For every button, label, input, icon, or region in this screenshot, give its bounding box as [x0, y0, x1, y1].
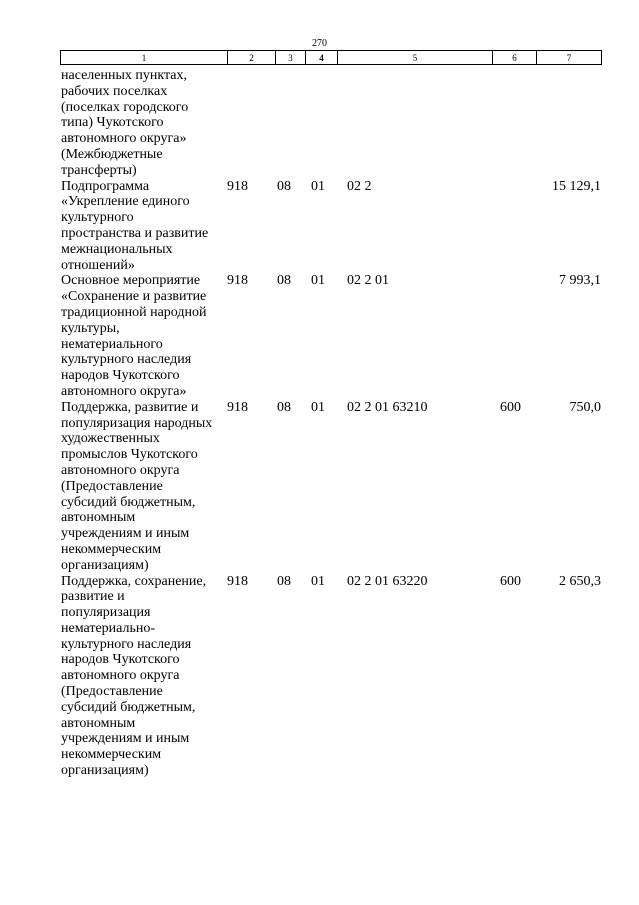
- row-name-line: развитие и: [61, 589, 125, 605]
- row-name-line: (Предоставление: [61, 478, 163, 494]
- header-col-7: 7: [537, 51, 602, 65]
- cell-col-5: 02 2 01 63220: [347, 573, 428, 589]
- header-col-4: 4: [306, 51, 338, 65]
- cell-col-3: 08: [277, 573, 291, 589]
- row-name-line: организациям): [61, 763, 149, 779]
- row-name-line: учреждениям и иным: [61, 526, 190, 542]
- cell-col-3: 08: [277, 399, 291, 415]
- row-name-line: автономным: [61, 510, 136, 526]
- row-name-line: автономного округа: [61, 668, 180, 684]
- row-name: [60, 273, 227, 399]
- cell-col-5: 02 2 01 63210: [347, 399, 428, 415]
- row-name-line: межнациональных: [61, 241, 173, 257]
- row-name: [60, 574, 227, 779]
- row-name-line: Поддержка, сохранение,: [61, 573, 207, 589]
- table-row: [60, 400, 601, 574]
- cell-col-4: 01: [311, 273, 325, 289]
- cell-col-7: 750,0: [569, 399, 601, 415]
- row-name-line: (Предоставление: [61, 684, 163, 700]
- row-name-line: культуры,: [61, 320, 120, 336]
- row-name-line: автономного округа»: [61, 383, 187, 399]
- row-name-line: культурного: [61, 210, 134, 226]
- row-name-line: некоммерческим: [61, 747, 162, 763]
- cell-col-4: 01: [311, 178, 325, 194]
- row-name-line: трансферты): [61, 162, 137, 178]
- row-name-line: народов Чукотского: [61, 368, 180, 384]
- cell-col-6: 600: [500, 399, 521, 415]
- row-name-line: типа) Чукотского: [61, 115, 164, 131]
- row-name-line: Поддержка, развитие и: [61, 399, 199, 415]
- row-name-line: отношений»: [61, 257, 135, 273]
- cell-col-2: 918: [227, 178, 248, 194]
- header-col-3: 3: [276, 51, 306, 65]
- row-name-line: культурного наследия: [61, 352, 192, 368]
- row-name-line: (поселках городского: [61, 99, 189, 115]
- row-name: [60, 179, 227, 274]
- header-col-6: 6: [493, 51, 537, 65]
- row-name-line: субсидий бюджетным,: [61, 699, 196, 715]
- cell-col-6: [492, 179, 536, 274]
- cell-col-4: [305, 68, 337, 179]
- page-number: 270: [312, 38, 327, 49]
- table-row: [60, 179, 601, 274]
- row-name-line: пространства и развитие: [61, 225, 209, 241]
- cell-col-7: [536, 68, 601, 179]
- cell-col-3: 08: [277, 273, 291, 289]
- row-name-line: художественных: [61, 431, 160, 447]
- cell-col-2: 918: [227, 273, 248, 289]
- row-name-line: Основное мероприятие: [61, 273, 201, 289]
- row-name-line: некоммерческим: [61, 541, 162, 557]
- cell-col-6: [492, 273, 536, 399]
- cell-col-2: [227, 68, 275, 179]
- row-name-line: традиционной народной: [61, 304, 207, 320]
- row-name: [60, 68, 227, 179]
- row-name-line: учреждениям и иным: [61, 731, 190, 747]
- row-name-line: «Укрепление единого: [61, 194, 190, 210]
- row-name-line: субсидий бюджетным,: [61, 494, 196, 510]
- row-name-line: автономного округа»: [61, 131, 187, 147]
- row-name-line: народов Чукотского: [61, 652, 180, 668]
- row-name-line: промыслов Чукотского: [61, 447, 198, 463]
- row-name-line: автономного округа: [61, 462, 180, 478]
- row-name: [60, 400, 227, 574]
- table-header: [60, 50, 602, 65]
- row-name-line: нематериально-: [61, 620, 156, 636]
- row-name-line: популяризация народных: [61, 415, 213, 431]
- row-name-line: Подпрограмма: [61, 178, 150, 194]
- row-name-line: популяризация: [61, 605, 151, 621]
- cell-col-7: 2 650,3: [559, 573, 601, 589]
- cell-col-4: 01: [311, 399, 325, 415]
- table-row: [60, 68, 601, 179]
- cell-col-2: 918: [227, 399, 248, 415]
- row-name-line: организациям): [61, 557, 149, 573]
- header-col-1: 1: [61, 51, 228, 65]
- cell-col-7: 7 993,1: [559, 273, 601, 289]
- header-col-5: 5: [338, 51, 493, 65]
- cell-col-3: 08: [277, 178, 291, 194]
- header-col-2: 2: [228, 51, 276, 65]
- row-name-line: населенных пунктах,: [61, 68, 187, 83]
- row-name-line: нематериального: [61, 336, 163, 352]
- row-name-line: (Межбюджетные: [61, 146, 163, 162]
- cell-col-5: [337, 68, 492, 179]
- cell-col-6: [492, 68, 536, 179]
- cell-col-5: 02 2: [347, 178, 372, 194]
- cell-col-6: 600: [500, 573, 521, 589]
- budget-table: [60, 68, 601, 779]
- cell-col-4: 01: [311, 573, 325, 589]
- row-name-line: культурного наследия: [61, 636, 192, 652]
- row-name-line: «Сохранение и развитие: [61, 289, 207, 305]
- table-row: [60, 574, 601, 779]
- table-row: [60, 273, 601, 399]
- cell-col-2: 918: [227, 573, 248, 589]
- cell-col-5: 02 2 01: [347, 273, 389, 289]
- cell-col-3: [275, 68, 305, 179]
- row-name-line: автономным: [61, 715, 136, 731]
- row-name-line: рабочих поселках: [61, 83, 168, 99]
- cell-col-7: 15 129,1: [552, 178, 601, 194]
